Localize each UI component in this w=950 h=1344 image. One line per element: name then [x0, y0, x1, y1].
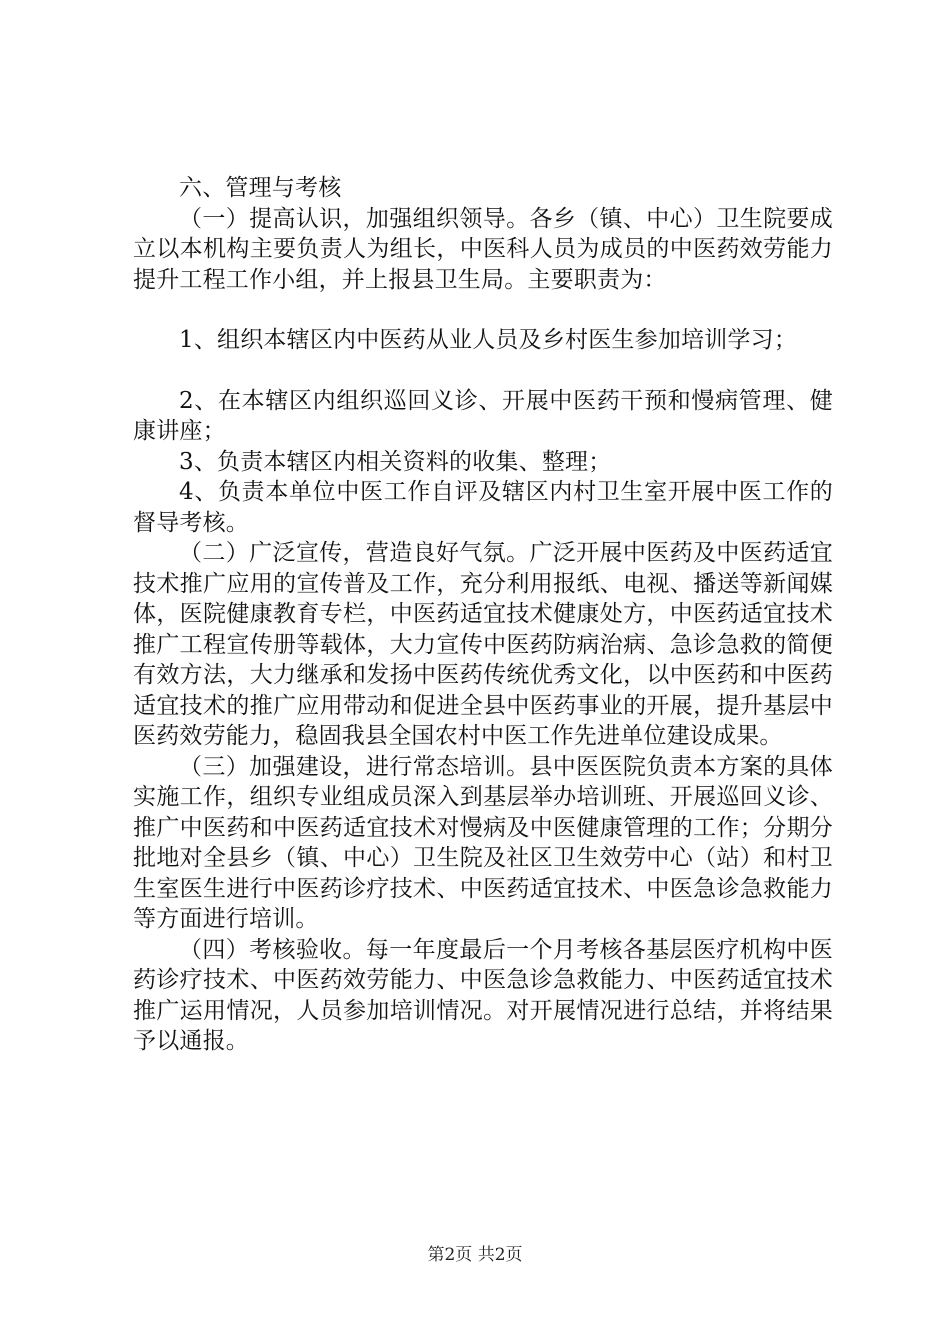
paragraph-organization: （一）提高认识，加强组织领导。各乡（镇、中心）卫生院要成立以本机构主要负责人为组长，中医科人员为成员的中医药效劳能力提升工程工作小组，并上报县卫生局。主要职责为： [133, 205, 833, 293]
duty-item-3: 3、负责本辖区内相关资料的收集、整理； [179, 448, 612, 475]
paragraph-training: （三）加强建设，进行常态培训。县中医医院负责本方案的具体实施工作，组织专业组成员深入到基层举办培训班、开展巡回义诊、推广中医药和中医药适宜技术对慢病及中医健康管理的工作；分期分批地对全县乡（镇、中心）卫生院及社区卫生效劳中心（站）和村卫生室医生进行中医药诊疗技术、中医药适宜技术、中医急诊急救能力等方面进行培训。 [133, 753, 833, 932]
document-body [133, 173, 833, 1057]
paragraph-assessment: （四）考核验收。每一年度最后一个月考核各基层医疗机构中医药诊疗技术、中医药效劳能力、中医急诊急救能力、中医药适宜技术推广运用情况，人员参加培训情况。对开展情况进行总结，并将结果予以通报。 [133, 936, 833, 1054]
duty-item-2: 2、在本辖区内组织巡回义诊、开展中医药干预和慢病管理、健康讲座； [133, 387, 833, 444]
section-heading: 六、管理与考核 [179, 175, 342, 201]
duty-item-1: 1、组织本辖区内中医药从业人员及乡村医生参加培训学习； [179, 327, 798, 353]
duty-item-4: 4、负责本单位中医工作自评及辖区内村卫生室开展中医工作的督导考核。 [133, 479, 833, 536]
page-number-footer: 第2页 共2页 [427, 1245, 523, 1265]
paragraph-publicity: （二）广泛宣传，营造良好气氛。广泛开展中医药及中医药适宜技术推广应用的宣传普及工作，充分利用报纸、电视、播送等新闻媒体，医院健康教育专栏，中医药适宜技术健康处方，中医药适宜技术推广工程宣传册等载体，大力宣传中医药防病治病、急诊急救的简便有效方法，大力继承和发扬中医药传统优秀文化，以中医药和中医药适宜技术的推广应用带动和促进全县中医药事业的开展，提升基层中医药效劳能力，稳固我县全国农村中医工作先进单位建设成果。 [133, 540, 833, 749]
